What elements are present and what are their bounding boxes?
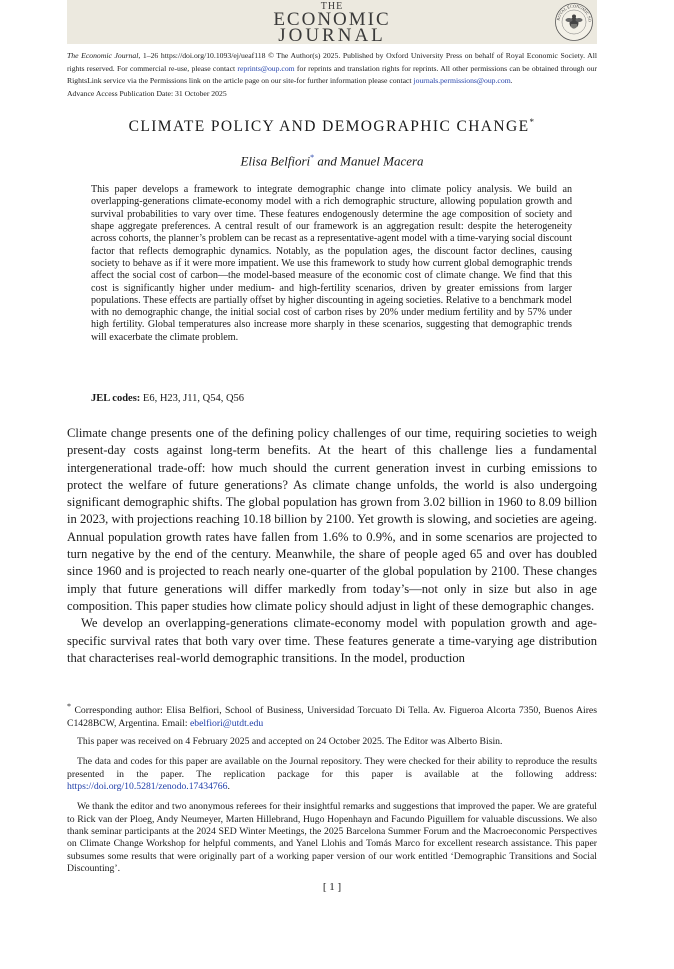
- masthead-journal: JOURNAL: [278, 25, 386, 46]
- data-availability-note: [67, 756, 597, 793]
- author-line: [67, 153, 597, 169]
- title-footnote-mark: *: [529, 117, 536, 127]
- jel-label: JEL codes:: [91, 393, 141, 404]
- advance-access-date: Advance Access Publication Date: 31 October 2025: [67, 89, 227, 99]
- svg-text:ROYAL ECONOMIC SOCIETY: ROYAL ECONOMIC SO: [555, 3, 593, 22]
- body-text: [67, 425, 597, 667]
- permissions-email-link[interactable]: journals.permissions@oup.com: [413, 76, 511, 86]
- page-number: [ 1 ]: [322, 881, 342, 893]
- footnote-mark: *: [67, 702, 72, 711]
- meta-text-2: for reprints and translation rights for reprints. All other permissions can be obtained through our RightsLink service via the Permissions link on the article page on our site-for further information please contact: [67, 63, 597, 86]
- jel-values: E6, H23, J11, Q54, Q56: [140, 393, 245, 404]
- author-belfiori: Elisa Belfiori: [240, 153, 311, 169]
- corresponding-author-text: Corresponding author: Elisa Belfiori, School of Business, Universidad Torcuato Di Tella. Av. Figueroa Alcorta 7350, Buenos Aires C1428BCW, Argentina. Email:: [67, 705, 597, 729]
- paper-title-text: CLIMATE POLICY AND DEMOGRAPHIC CHANGE: [128, 118, 530, 136]
- jel-codes: [91, 393, 244, 404]
- meta-text-1: , 1–26 https://doi.org/10.1093/ej/ueaf118 © The Author(s) 2025. Published by Oxford University Press on behalf of Royal Economic Society. All rights reserved. For commercial re-use, please contact: [67, 51, 597, 73]
- journal-name: The Economic Journal: [67, 51, 139, 60]
- paper-title: [67, 117, 597, 136]
- reprints-email-link[interactable]: reprints@oup.com: [237, 63, 295, 73]
- received-note: This paper was received on 4 February 2025 and accepted on 24 October 2025. The Editor was Alberto Bisin.: [77, 735, 503, 747]
- author-footnote-link[interactable]: *: [310, 153, 315, 162]
- author-macera: and Manuel Macera: [314, 153, 424, 169]
- data-availability-text: The data and codes for this paper are available on the Journal repository. They were checked for their ability to reproduce the results presented in the paper. The replication package for this paper is available at the following address:: [67, 756, 597, 780]
- body-paragraph-2: We develop an overlapping-generations climate-economy model with population growth and age-specific survival rates that both vary over time. These features generate a time-varying age distribution that characterises real-world demographic transitions. In the model, production: [67, 616, 597, 665]
- royal-economic-society-seal-icon: [554, 2, 594, 42]
- body-paragraph-1: Climate change presents one of the defining policy challenges of our time, requiring societies to weigh present-day costs against long-term benefits. At the heart of this challenge lies a fundamental intergenerational trade-off: how much should the current generation invest in curbing emissions to protect the welfare of future generations? As climate change unfolds, the world is also undergoing significant demographic shifts. The global population has grown from 3.02 billion in 1960 to 8.09 billion in 2023, with projections reaching 10.18 billion by 2100. Yet growth is slowing, and societies are ageing. Annual population growth rates have fallen from 1.6% to 0.9%, and in some scenarios are projected to turn negative by the end of the century. Meanwhile, the share of people aged 65 and over has doubled since 1960 and is projected to reach nearly one-quarter of the global population by 2100. These changes imply that future generations will differ markedly from today’s—not only in size but also in age composition. This paper studies how climate policy should adjust in light of these demographic changes.: [67, 426, 597, 613]
- publication-metadata: [67, 50, 597, 101]
- author-email-link[interactable]: ebelfiori@utdt.edu: [189, 717, 264, 729]
- replication-package-link[interactable]: https://doi.org/10.5281/zenodo.17434766: [67, 780, 228, 792]
- corresponding-author-note: [67, 701, 597, 730]
- abstract: This paper develops a framework to integrate demographic change into climate policy analysis. We build an overlapping-generations climate-economy model with a rich demographic structure, allowing population growth and survival probabilities to vary over time. These features endogenously determine the age composition of society and shape aggregate preferences. A central result of our framework is an aggregation result: despite the heterogeneity across cohorts, the planner’s problem can be recast as a representative-agent model with a time-varying social discount factor that reflects demographic dynamics. Notably, as the population ages, the discount factor declines, causing society to behave as if it were more impatient. We use this framework to study how current global demographic trends affect the social cost of carbon—the model-based measure of the economic cost of climate change. We find that this cost is significantly higher under medium- and high-fertility scenarios, driven by greater emissions from larger populations. These effects are partially offset by higher discounting in ageing societies. Relative to a benchmark model with no demographic change, the initial social cost of carbon rises by 20% under medium fertility and by 57% under high fertility. Global temperatures also increase more sharply in these scenarios, suggesting that demographic trends will exacerbate the climate problem.: [91, 184, 572, 343]
- acknowledgements-note: We thank the editor and two anonymous referees for their insightful remarks and suggestions that improved the paper. We are grateful to Rick van der Ploeg, Andy Neumeyer, Marten Hillebrand, Hugo Hopenhayn and Facundo Piguillem for valuable discussions. We also thank seminar participants at the 2024 SED Winter Meetings, the 2025 Barcelona Summer Forum and the Macroeconomic Perspectives on Climate Change Workshop for helpful comments, and Yanel Llohis and Tomás Marco for excellent research assistance. This paper subsumes some results that were originally part of a working paper version of our work entitled ‘Demographic Transitions and Social Discounting’.: [67, 801, 597, 875]
- journal-masthead: [67, 0, 597, 44]
- masthead-economic: ECONOMIC: [273, 9, 391, 30]
- footnotes: [67, 701, 597, 875]
- data-availability-end: .: [227, 780, 230, 792]
- masthead-the: THE: [320, 1, 344, 12]
- meta-text-3: .: [510, 76, 513, 86]
